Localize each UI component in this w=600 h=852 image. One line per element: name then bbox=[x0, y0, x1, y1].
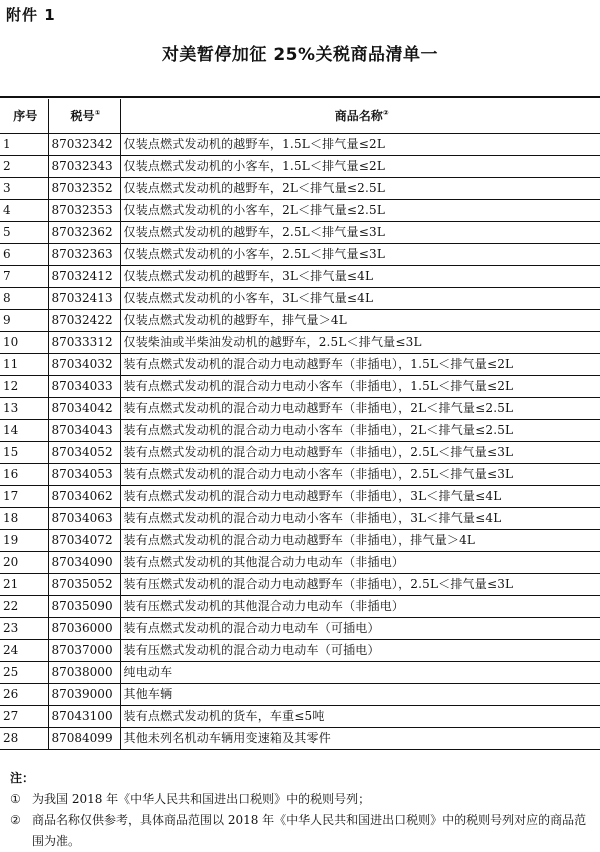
header-tariff-footnote: ① bbox=[94, 108, 101, 117]
table-row bbox=[0, 596, 600, 618]
table-row bbox=[0, 552, 600, 574]
table-row bbox=[0, 464, 600, 486]
footnote-text: 商品名称仅供参考，具体商品范围以 2018 年《中华人民共和国进出口税则》中的税则号列对应的商品范围为准。 bbox=[32, 813, 587, 848]
row-tariff-code-cell: 87032353 bbox=[48, 200, 120, 222]
table-row bbox=[0, 640, 600, 662]
row-tariff-code-cell: 87034063 bbox=[48, 508, 120, 530]
row-seq-cell: 22 bbox=[0, 596, 48, 618]
table-row bbox=[0, 332, 600, 354]
table-row bbox=[0, 354, 600, 376]
table-row bbox=[0, 244, 600, 266]
row-product-name-cell: 仅装点燃式发动机的小客车，1.5L＜排气量≤2L bbox=[120, 156, 600, 178]
table-row bbox=[0, 618, 600, 640]
row-seq-cell: 4 bbox=[0, 200, 48, 222]
row-tariff-code-cell: 87034052 bbox=[48, 442, 120, 464]
row-seq-cell: 25 bbox=[0, 662, 48, 684]
row-product-name-cell: 仅装点燃式发动机的小客车，3L＜排气量≤4L bbox=[120, 288, 600, 310]
row-seq-cell: 24 bbox=[0, 640, 48, 662]
row-product-name-cell: 仅装点燃式发动机的越野车，2.5L＜排气量≤3L bbox=[120, 222, 600, 244]
row-tariff-code-cell: 87034033 bbox=[48, 376, 120, 398]
row-product-name-cell: 装有压燃式发动机的混合动力电动车（可插电） bbox=[120, 640, 600, 662]
row-tariff-code-cell: 87032413 bbox=[48, 288, 120, 310]
header-name-footnote: ② bbox=[382, 108, 389, 117]
row-seq-cell: 13 bbox=[0, 398, 48, 420]
table-row bbox=[0, 728, 600, 750]
row-tariff-code-cell: 87032342 bbox=[48, 134, 120, 156]
row-product-name-cell: 装有点燃式发动机的货车，车重≤5吨 bbox=[120, 706, 600, 728]
row-seq-cell: 27 bbox=[0, 706, 48, 728]
row-tariff-code-cell: 87032412 bbox=[48, 266, 120, 288]
row-seq-cell: 16 bbox=[0, 464, 48, 486]
row-product-name-cell: 装有点燃式发动机的混合动力电动小客车（非插电），3L＜排气量≤4L bbox=[120, 508, 600, 530]
row-product-name-cell: 纯电动车 bbox=[120, 662, 600, 684]
row-seq-cell: 5 bbox=[0, 222, 48, 244]
row-product-name-cell: 装有点燃式发动机的混合动力电动车（可插电） bbox=[120, 618, 600, 640]
row-seq-cell: 21 bbox=[0, 574, 48, 596]
row-tariff-code-cell: 87035052 bbox=[48, 574, 120, 596]
row-seq-cell: 10 bbox=[0, 332, 48, 354]
row-product-name-cell: 仅装点燃式发动机的越野车，1.5L＜排气量≤2L bbox=[120, 134, 600, 156]
row-seq-cell: 9 bbox=[0, 310, 48, 332]
table-row bbox=[0, 310, 600, 332]
row-product-name-cell: 装有点燃式发动机的混合动力电动小客车（非插电），2.5L＜排气量≤3L bbox=[120, 464, 600, 486]
row-seq-cell: 28 bbox=[0, 728, 48, 750]
row-product-name-cell: 装有点燃式发动机的其他混合动力电动车（非插电） bbox=[120, 552, 600, 574]
row-seq-cell: 20 bbox=[0, 552, 48, 574]
row-tariff-code-cell: 87033312 bbox=[48, 332, 120, 354]
row-tariff-code-cell: 87032362 bbox=[48, 222, 120, 244]
row-product-name-cell: 仅装点燃式发动机的越野车，3L＜排气量≤4L bbox=[120, 266, 600, 288]
footnote-item bbox=[10, 810, 590, 852]
footnotes-label: 注： bbox=[10, 771, 35, 785]
row-product-name-cell: 仅装点燃式发动机的小客车，2L＜排气量≤2.5L bbox=[120, 200, 600, 222]
row-product-name-cell: 装有点燃式发动机的混合动力电动小客车（非插电），2L＜排气量≤2.5L bbox=[120, 420, 600, 442]
row-product-name-cell: 仅装点燃式发动机的越野车，排气量＞4L bbox=[120, 310, 600, 332]
row-seq-cell: 17 bbox=[0, 486, 48, 508]
row-product-name-cell: 装有点燃式发动机的混合动力电动越野车（非插电），2.5L＜排气量≤3L bbox=[120, 442, 600, 464]
header-seq: 序号 bbox=[0, 99, 48, 134]
header-name: 商品名称② bbox=[120, 99, 600, 134]
row-seq-cell: 7 bbox=[0, 266, 48, 288]
row-seq-cell: 18 bbox=[0, 508, 48, 530]
table-row bbox=[0, 156, 600, 178]
row-product-name-cell: 装有点燃式发动机的混合动力电动越野车（非插电），2L＜排气量≤2.5L bbox=[120, 398, 600, 420]
row-product-name-cell: 装有点燃式发动机的混合动力电动越野车（非插电），排气量＞4L bbox=[120, 530, 600, 552]
row-tariff-code-cell: 87038000 bbox=[48, 662, 120, 684]
table-top-rule bbox=[0, 96, 600, 98]
table-row bbox=[0, 134, 600, 156]
document-title: 对美暂停加征 25%关税商品清单一 bbox=[161, 45, 439, 65]
footnote-item bbox=[10, 789, 590, 810]
table-row bbox=[0, 200, 600, 222]
row-tariff-code-cell: 87034043 bbox=[48, 420, 120, 442]
row-product-name-cell: 装有点燃式发动机的混合动力电动越野车（非插电），1.5L＜排气量≤2L bbox=[120, 354, 600, 376]
attachment-label: 附件 1 bbox=[6, 6, 56, 24]
row-seq-cell: 12 bbox=[0, 376, 48, 398]
row-product-name-cell: 装有压燃式发动机的混合动力电动越野车（非插电），2.5L＜排气量≤3L bbox=[120, 574, 600, 596]
row-product-name-cell: 装有压燃式发动机的其他混合动力电动车（非插电） bbox=[120, 596, 600, 618]
row-product-name-cell: 仅装柴油或半柴油发动机的越野车，2.5L＜排气量≤3L bbox=[120, 332, 600, 354]
row-tariff-code-cell: 87034090 bbox=[48, 552, 120, 574]
row-tariff-code-cell: 87084099 bbox=[48, 728, 120, 750]
table-row bbox=[0, 508, 600, 530]
table-row bbox=[0, 706, 600, 728]
row-tariff-code-cell: 87034062 bbox=[48, 486, 120, 508]
row-product-name-cell: 仅装点燃式发动机的小客车，2.5L＜排气量≤3L bbox=[120, 244, 600, 266]
tariff-list-table bbox=[0, 99, 600, 750]
row-tariff-code-cell: 87034042 bbox=[48, 398, 120, 420]
table-row bbox=[0, 486, 600, 508]
table-row bbox=[0, 442, 600, 464]
row-seq-cell: 8 bbox=[0, 288, 48, 310]
footnotes bbox=[10, 768, 590, 852]
row-seq-cell: 6 bbox=[0, 244, 48, 266]
footnote-number: ① bbox=[10, 792, 21, 806]
row-tariff-code-cell: 87034072 bbox=[48, 530, 120, 552]
footnote-number: ② bbox=[10, 813, 21, 827]
row-seq-cell: 23 bbox=[0, 618, 48, 640]
row-seq-cell: 19 bbox=[0, 530, 48, 552]
row-tariff-code-cell: 87032363 bbox=[48, 244, 120, 266]
row-seq-cell: 14 bbox=[0, 420, 48, 442]
row-tariff-code-cell: 87036000 bbox=[48, 618, 120, 640]
table-row bbox=[0, 684, 600, 706]
row-product-name-cell: 仅装点燃式发动机的越野车，2L＜排气量≤2.5L bbox=[120, 178, 600, 200]
table-row bbox=[0, 398, 600, 420]
footnote-text: 为我国 2018 年《中华人民共和国进出口税则》中的税则号列； bbox=[32, 792, 371, 806]
row-seq-cell: 26 bbox=[0, 684, 48, 706]
row-tariff-code-cell: 87035090 bbox=[48, 596, 120, 618]
row-tariff-code-cell: 87043100 bbox=[48, 706, 120, 728]
row-product-name-cell: 其他未列名机动车辆用变速箱及其零件 bbox=[120, 728, 600, 750]
row-product-name-cell: 其他车辆 bbox=[120, 684, 600, 706]
row-tariff-code-cell: 87032422 bbox=[48, 310, 120, 332]
row-seq-cell: 15 bbox=[0, 442, 48, 464]
table-row bbox=[0, 178, 600, 200]
header-tariff: 税号① bbox=[48, 99, 120, 134]
table-row bbox=[0, 222, 600, 244]
table-row bbox=[0, 288, 600, 310]
row-seq-cell: 1 bbox=[0, 134, 48, 156]
table-row bbox=[0, 376, 600, 398]
row-tariff-code-cell: 87032343 bbox=[48, 156, 120, 178]
row-product-name-cell: 装有点燃式发动机的混合动力电动小客车（非插电），1.5L＜排气量≤2L bbox=[120, 376, 600, 398]
row-seq-cell: 2 bbox=[0, 156, 48, 178]
row-tariff-code-cell: 87039000 bbox=[48, 684, 120, 706]
row-tariff-code-cell: 87034053 bbox=[48, 464, 120, 486]
row-seq-cell: 11 bbox=[0, 354, 48, 376]
table-row bbox=[0, 662, 600, 684]
table-header-row bbox=[0, 99, 600, 134]
row-product-name-cell: 装有点燃式发动机的混合动力电动越野车（非插电），3L＜排气量≤4L bbox=[120, 486, 600, 508]
table-row bbox=[0, 420, 600, 442]
row-seq-cell: 3 bbox=[0, 178, 48, 200]
table-row bbox=[0, 574, 600, 596]
row-tariff-code-cell: 87032352 bbox=[48, 178, 120, 200]
row-tariff-code-cell: 87034032 bbox=[48, 354, 120, 376]
row-tariff-code-cell: 87037000 bbox=[48, 640, 120, 662]
table-row bbox=[0, 530, 600, 552]
table-row bbox=[0, 266, 600, 288]
